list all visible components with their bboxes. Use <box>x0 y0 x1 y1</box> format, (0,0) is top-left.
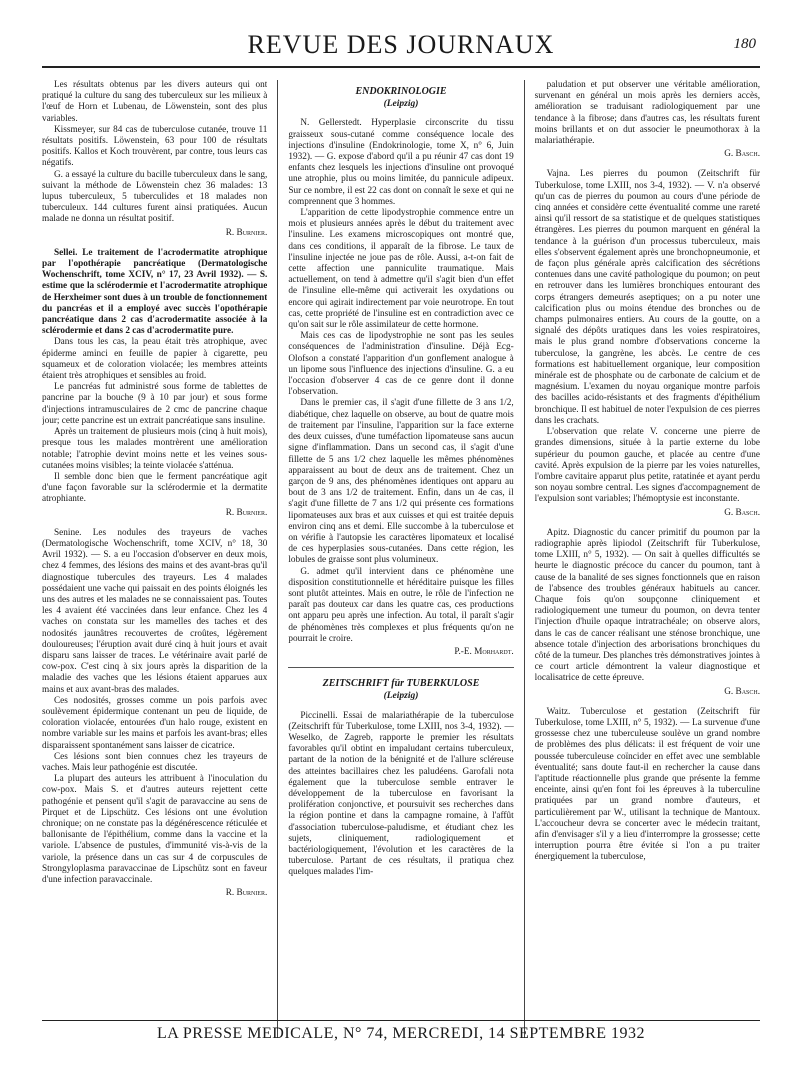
paragraph: Mais ces cas de lipodystrophie ne sont pas les seules conséquences de l'administration d'insuline. Déjà Ecg-Olofson a constaté l'apparition d'un gonflement analogue à un lipome sous l'influence des injections d'insuline. G. a eu l'occasion d'observer 4 cas de ce genre dont il donne l'observation. <box>288 331 514 398</box>
author-signature: R. Burnier. <box>225 227 268 238</box>
page-number: 180 <box>733 36 756 52</box>
author-signature: G. Basch. <box>724 149 761 160</box>
paragraph: Dans le premier cas, il s'agit d'une fillette de 3 ans 1/2, diabétique, chez laquelle on observe, au bout de quatre mois de traitement par l'insuline, l'apparition sur la face externe des deux cuisses, d'une tuméfaction lipomateuse sans aucun signe d'inflammation. Dans un second cas, il s'agit d'une fillette de 5 ans 1/2 chez laquelle les mêmes phénomènes apparaissent au bout de deux ans de traitement. Chez un garçon de 9 ans, des phénomènes identiques ont apparu au bout de 3 ans 1/2 de traitement. Enfin, dans un 4e cas, il s'agit d'une fillette de 7 ans 1/2 qui présente ces formations lipomateuses aux bras et aux cuisses et qui est traitée depuis environ cinq ans et demi. Elle succombe à la tuberculose et on vérifie à l'autopsie les caractères lipomateux et localisé de ces hyperplasies sous-cutanées. Dans cette région, les lobules de graisse sont plus volumineux. <box>288 398 514 566</box>
paragraph: Dans tous les cas, la peau était très atrophique, avec épiderme aminci en feuille de papier à cigarette, peu squameux et de coloration violacée; les membres atteints étaient très atrophiques et sensibles au froid. <box>42 337 268 382</box>
column-right <box>535 80 760 1038</box>
page-footer: LA PRESSE MEDICALE, N° 74, MERCREDI, 14 SEPTEMBRE 1932 <box>42 1020 760 1043</box>
column-middle <box>288 80 513 1038</box>
section-subheading: (Leipzig) <box>383 691 419 702</box>
section-heading: ZEITSCHRIFT für TUBERKULOSE <box>322 678 480 690</box>
paragraph: Les résultats obtenus par les divers auteurs qui ont pratiqué la culture du sang des tuberculeux sur les milieux à l'œuf de Horn et Lubenau, de Löwenstein, sont des plus variables. <box>42 80 268 124</box>
paragraph: La plupart des auteurs les attribuent à l'inoculation du cow-pox. Mais S. et d'autres auteurs rejettent cette pathogénie et pensent qu'il s'agit de paravaccine au sens de Pirquet et de Lipschütz. Ces lésions ont une évolution chronique; on ne constate pas la dégénérescence réticulée et ballonisante de l'épithélium, comme dans la vaccine et la variole. L'absence de pustules, d'immunité vis-à-vis de la variole, la présence dans un cas sur 4 de corpuscules de Strongyloplasma paravaccinae de Lipschütz sont en faveur d'une infection paravaccinale. <box>42 774 268 886</box>
article-lead: Piccinelli. Essai de malariathérapie de la tuberculose (Zeitschrift für Tuberkulose, tome LXIII, nos 3-4, 1932). — Weselko, de Zagreb, rapporte le premier les résultats favorables qu'il obtint en impaludant certains tuberculeux, partant de la notion de la bénignité et de l'allure scléreuse des atteintes bacillaires chez les paludéens. Garofali nota également que la tuberculose semble entraver le développement de la tuberculose en favorisant la prolifération conjonctive, et poursuivit ses recherches dans la région pontine et dans la campagne romaine, à l'affût d'association tuberculose-paludisme, et étudiant chez les sujets, cliniquement, radiologiquement et bactériologiquement, l'évolution et les caractères de la tuberculose. Partant de ces résultats, il pratiqua chez quelques malades l'im- <box>288 710 514 878</box>
author-signature: G. Basch. <box>724 686 761 697</box>
paragraph: G. a essayé la culture du bacille tuberculeux dans le sang, suivant la méthode de Löwenstein chez 36 malades: 13 lupus tuberculeux, 5 tuberculides et 18 malades non tuberculeux. 144 cultures furent ainsi pratiquées. Aucun malade ne donna un résultat positif. <box>42 169 268 225</box>
author-signature: G. Basch. <box>724 507 761 518</box>
article-lead: Waitz. Tuberculose et gestation (Zeitschrift für Tuberkulose, tome LXIII, n° 5, 1932). — La survenue d'une grossesse chez une tuberculeuse soulève un grand nombre de problèmes des plus délicats: il est fréquent de voir une poussée tuberculeuse coïncider en effet avec une semblable éventualité; sans doute faut-il en rechercher la cause dans l'aptitude réactionnelle plus grande que présente la femme enceinte, ainsi qu'en font foi les épreuves à la tuberculine pratiquées par un grand nombre d'auteurs, et particulièrement par W., utilisant la technique de Mantoux. L'accoucheur devra se concerter avec le médecin traitant, afin d'envisager s'il y a lieu d'interrompre la grossesse; cette interruption pourra être évitée si l'on a pu traiter énergiquement la tuberculose, <box>534 706 761 863</box>
paragraph: paludation et put observer une véritable amélioration, survenant en général un mois après les derniers accès, amélioration se traduisant radiologiquement par une tendance à la fibrose; dans d'autres cas, les résultats furent moins brillants et on dut associer le pneumothorax à la malariathérapie. <box>534 80 761 147</box>
author-signature: P.-E. Morhardt. <box>454 646 514 657</box>
column-left <box>42 80 267 1038</box>
article-lead: Apitz. Diagnostic du cancer primitif du poumon par la radiographie après lipiodol (Zeitschrift für Tuberkulose, tome LXIII, n° 5, 1932). — On sait à quelles difficultés se heurte le diagnostic précoce du cancer du poumon, tant à cause de la banalité de ses signes fonctionnels que en raison de l'absence des troubles généraux habituels au cancer. Chaque fois qu'on soupçonne cliniquement et radiologiquement une tumeur du poumon, on devra tenter l'injection d'huile opaque intratrachéale; on observe alors, dans le cas de cancer réalisant une sténose bronchique, une absence totale d'injection des arborisations bronchiques du côté de la tumeur. Des planches très démonstratives jointes à ce court article démontrent la valeur diagnostique et localisatrice de cette épreuve. <box>534 527 761 684</box>
paragraph: Ces lésions sont bien connues chez les trayeurs de vaches. Mais leur pathogénie est discutée. <box>42 751 268 773</box>
journal-title: REVUE DES JOURNAUX <box>247 30 555 59</box>
page-header <box>42 22 760 68</box>
paragraph: L'observation que relate V. concerne une pierre de grandes dimensions, située à la partie externe du lobe supérieur du poumon gauche, et placée au centre d'une cavité. Après expulsion de la pierre par les voies naturelles, l'ombre cavitaire apparut plus petite, ratatinée et ayant perdu son noyau sombre central. Les signes d'accompagnement de l'expulsion sont variables; l'hémoptysie est inconstante. <box>534 427 761 505</box>
article-lead: Senine. Les nodules des trayeurs de vaches (Dermatologische Wochenschrift, tome XCIV, n° 18, 30 Avril 1932). — S. a eu l'occasion d'observer en deux mois, chez 4 femmes, des lésions des mains et des avant-bras qu'il diagnostique tubercules des trayeurs. Les 4 malades possédaient une vache qui paissait en des points éloignés les uns des autres et les malades ne se connaissaient pas. Toutes les 4 avaient été vaccinées dans leur enfance. Chez les 4 vaches on constata sur les mamelles des taches et des nodosités jaunâtres recouvertes de croûtes, légèrement douloureuses; l'éruption avait duré cinq à huit jours et avait disparu sans laisser de traces. Le vétérinaire avait parlé de cow-pox. C'est cinq à six jours après la disparition de la maladie des vaches que les lésions étaient apparues aux mains et aux avant-bras des malades. <box>42 527 268 695</box>
section-rule <box>288 667 513 668</box>
article-lead: Vajna. Les pierres du poumon (Zeitschrift für Tuberkulose, tome LXIII, nos 3-4, 1932). — V. n'a observé qu'un cas de pierres du poumon au cours d'une période de cinq années et considère cette éventualité comme une rareté ainsi qu'il ressort de sa statistique et de quelques statistiques étrangères. Les pierres du poumon marquent en général la tendance à la guérison d'un processus tuberculeux, mais elles s'observent également après une bronchopneumonie, et de façon plus générale après calcification des sécrétions contenues dans une cavité pathologique du poumon; on peut en retrouver dans les lumières bronchiques entourant des corps étrangers demeurés aseptiques; on a pu noter une calcification plus ou moins étendue des bronches ou de champs pulmonaires entiers. Au cours de la goutte, on a signalé des dépôts uratiques dans les voies respiratoires, mais le plus grand nombre d'observations concerne la tuberculose, la gangrène, les abcès. Le centre de ces formations est habituellement organique, leur composition minérale est de phosphate ou de carbonate de calcium et de magnésium. L'examen du noyau organique montre parfois des bacilles acido-résistants et des fragments d'épithélium bronchique. Il est habituel de noter l'expulsion de ces pierres dans les crachats. <box>534 169 761 426</box>
paragraph: G. admet qu'il intervient dans ce phénomène une disposition constitutionnelle et héréditaire puisque les filles sont plutôt atteintes. Mais en outre, le rôle de l'infection ne paraît pas douteux car dans les quatre cas, ces productions ont apparu peu après une infection. Au total, il paraît s'agir de phénomènes très complexes et plus fréquents qu'on ne pourrait le croire. <box>288 566 514 644</box>
author-signature: R. Burnier. <box>225 507 268 518</box>
section-subheading: (Leipzig) <box>383 99 419 110</box>
column-divider <box>524 80 525 1038</box>
text-columns <box>42 80 760 1038</box>
column-divider <box>277 80 278 1038</box>
paragraph: Après un traitement de plusieurs mois (cinq à huit mois), presque tous les malades montrèrent une amélioration notable; l'atrophie devint moins nette et les veines sous-cutanées moins visibles; la teinte violacée s'atténua. <box>42 427 268 471</box>
paragraph: Le pancréas fut administré sous forme de tablettes de pancrine par la bouche (9 à 10 par jour) et sous forme d'injections intramusculaires de 2 cmc de pancrine chaque jour; cette pancrine est un extrait pancréatique sans insuline. <box>42 382 268 426</box>
article-lead: N. Gellerstedt. Hyperplasie circonscrite du tissu graisseux sous-cutané comme conséquence locale des injections d'insuline (Endokrinologie, tome X, n° 6, Juin 1932). — G. expose d'abord qu'il a pu réunir 47 cas dont 19 enfants chez lesquels les injections d'insuline ont provoqué une atrophie, plus ou moins limitée, du pannicule adipeux. Sur ce nombre, il est 22 cas dont on connaît le sexe et qui ne comprennent que 3 hommes. <box>288 118 514 207</box>
paragraph: Ces nodosités, grosses comme un pois parfois avec soulèvement épidermique contenant un peu de liquide, de coloration violacée, entourées d'un halo rouge, existent en nombre variable sur les mains et parfois les avant-bras; elles disparaissent spontanément sans laisser de cicatrice. <box>42 695 268 751</box>
article-lead: Sellei. Le traitement de l'acrodermatite atrophique par l'opothérapie pancréatique (Dermatologische Wochenschrift, tome XCIV, n° 17, 23 Avril 1932). — S. estime que la sclérodermie et l'acrodermatite atrophique de Herxheimer sont dues à un trouble de fonctionnement du pancréas et il a employé avec succès l'opothérapie pancréatique dans 2 cas d'acrodermatite associée à la sclérodermie et dans 2 cas d'acrodermatite pure. <box>42 247 268 337</box>
paragraph: Kissmeyer, sur 84 cas de tuberculose cutanée, trouve 11 résultats positifs. Löwenstein, 63 pour 100 de résultats positifs. Kallos et Koch trouvèrent, par contre, tous leurs cas négatifs. <box>42 124 268 169</box>
section-heading: ENDOKRINOLOGIE <box>355 86 447 97</box>
paragraph: L'apparition de cette lipodystrophie commence entre un mois et plusieurs années après le début du traitement avec l'insuline. Les examens microscopiques ont montré que, dans ces conditions, il apparaît de la fibrose. Le taux de l'insuline injectée ne joue pas de rôle. Aussi, a-t-on fait de cette affection une panniculite traumatique. Mais actuellement, on tend à admettre qu'il s'agit bien d'un effet de l'insuline elle-même qui activerait les oxydations ou encore qui agirait indirectement par voie neurotrope. En tout cas, cette propriété de l'insuline est en contradiction avec ce qu'on sait sur le rôle assimilateur de cette hormone. <box>288 208 514 331</box>
author-signature: R. Burnier. <box>225 888 268 899</box>
paragraph: Il semble donc bien que le ferment pancréatique agit d'une façon favorable sur la sclérodermie et la dermatite atrophiante. <box>42 471 268 505</box>
